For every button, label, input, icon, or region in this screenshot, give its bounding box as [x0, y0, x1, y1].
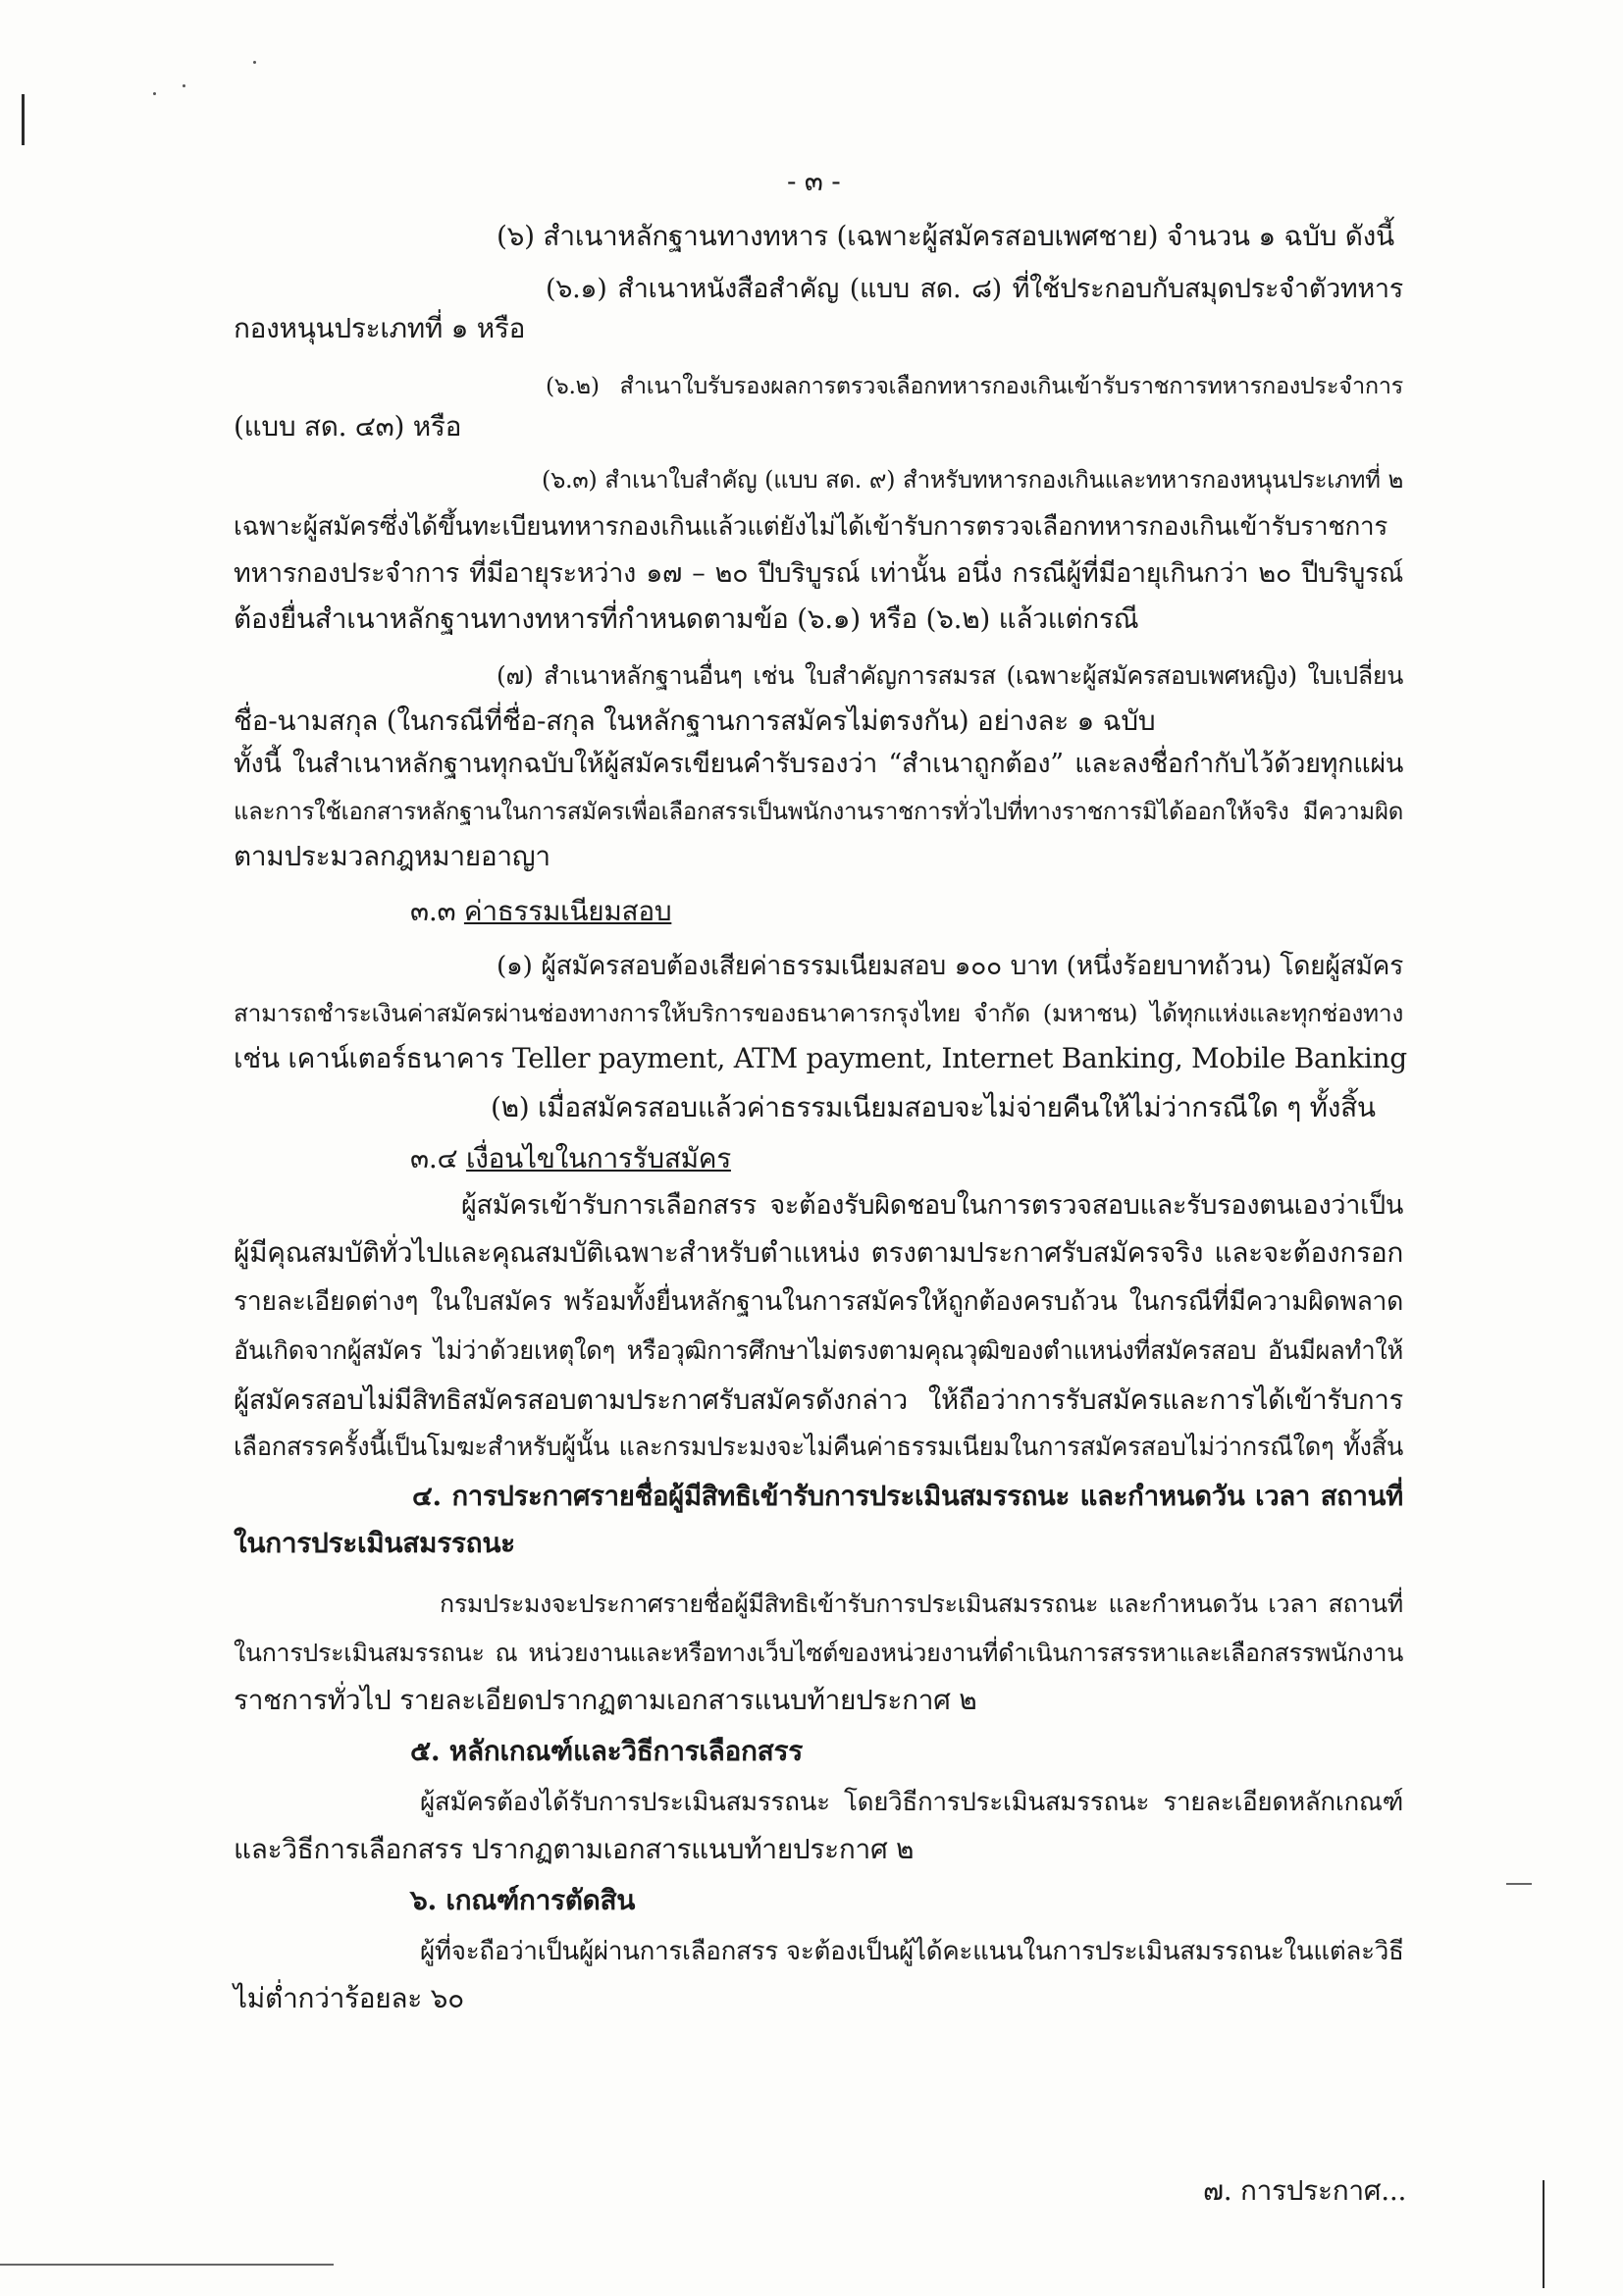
conditions-line-3: รายละเอียดต่างๆ ในใบสมัคร พร้อมทั้งยื่นหลักฐานในการสมัครให้ถูกต้องครบถ้วน ในกรณีที่มีความผิดพลาด: [234, 1286, 1403, 1317]
section-3-4-heading: [410, 1142, 731, 1175]
fee-p1-line-1: (๑) ผู้สมัครสอบต้องเสียค่าธรรมเนียมสอบ ๑๐๐ บาท (หนึ่งร้อยบาทถ้วน) โดยผู้สมัคร: [497, 951, 1403, 981]
scan-mark-bottom: [0, 2264, 334, 2266]
section-3-3-number: ๓.๓: [410, 895, 456, 927]
note-line-1: ทั้งนี้ ในสำเนาหลักฐานทุกฉบับให้ผู้สมัครเขียนคำรับรองว่า “สำเนาถูกต้อง” และลงชื่อกำกับไว้ด้วยทุกแผ่น: [234, 749, 1403, 779]
scan-dot: [183, 84, 185, 87]
item-6-1-line-2: กองหนุนประเภทที่ ๑ หรือ: [234, 312, 526, 344]
section-3-3-heading: [410, 895, 671, 928]
page-number: - ๓ -: [787, 165, 841, 197]
section-4-line-3: ราชการทั่วไป รายละเอียดปรากฏตามเอกสารแนบท้ายประกาศ ๒: [234, 1684, 977, 1716]
section-4-line-2: ในการประเมินสมรรถนะ ณ หน่วยงานและหรือทางเว็บไซต์ของหน่วยงานที่ดำเนินการสรรหาและเลือกสรรพนักงาน: [234, 1639, 1403, 1667]
note-line-3: ตามประมวลกฎหมายอาญา: [234, 840, 550, 872]
fee-p1-line-2: สามารถชำระเงินค่าสมัครผ่านช่องทางการให้บริการของธนาคารกรุงไทย จำกัด (มหาชน) ได้ทุกแห่งและทุกช่องทาง: [234, 999, 1403, 1027]
section-6-line-1: ผู้ที่จะถือว่าเป็นผู้ผ่านการเลือกสรร จะต้องเป็นผู้ได้คะแนนในการประเมินสมรรถนะในแต่ละวิธี: [420, 1937, 1404, 1966]
item-6-2-line-1: (๖.๒) สำเนาใบรับรองผลการตรวจเลือกทหารกองเกินเข้ารับราชการทหารกองประจำการ: [546, 372, 1403, 399]
section-3-4-number: ๓.๔: [410, 1142, 458, 1174]
conditions-line-1: ผู้สมัครเข้ารับการเลือกสรร จะต้องรับผิดชอบในการตรวจสอบและรับรองตนเองว่าเป็น: [461, 1190, 1403, 1221]
item-6-2-line-2: (แบบ สด. ๔๓) หรือ: [234, 410, 462, 443]
conditions-line-6: เลือกสรรครั้งนี้เป็นโมฆะสำหรับผู้นั้น และกรมประมงจะไม่คืนค่าธรรมเนียมในการสมัครสอบไม่ว่ากรณีใดๆ ทั้งสิ้น: [234, 1433, 1403, 1462]
item-6-3-line-4: ต้องยื่นสำเนาหลักฐานทางทหารที่กำหนดตามข้อ (๖.๑) หรือ (๖.๒) แล้วแต่กรณี: [234, 602, 1139, 635]
conditions-line-4: อันเกิดจากผู้สมัคร ไม่ว่าด้วยเหตุใดๆ หรือวุฒิการศึกษาไม่ตรงตามคุณวุฒิของตำแหน่งที่สมัครสอบ อันมีผลทำให้: [234, 1336, 1403, 1366]
scan-mark-left: [22, 94, 25, 145]
section-5-line-2: และวิธีการเลือกสรร ปรากฏตามเอกสารแนบท้ายประกาศ ๒: [234, 1833, 915, 1865]
section-4-heading-line-2: ในการประเมินสมรรถนะ: [234, 1527, 515, 1559]
scan-dot: [153, 92, 156, 95]
item-7-line-2: ชื่อ-นามสกุล (ในกรณีที่ชื่อ-สกุล ในหลักฐานการสมัครไม่ตรงกัน) อย่างละ ๑ ฉบับ: [234, 704, 1156, 737]
section-4-line-1: กรมประมงจะประกาศรายชื่อผู้มีสิทธิเข้ารับการประเมินสมรรถนะ และกำหนดวัน เวลา สถานที่: [440, 1590, 1403, 1618]
item-7-line-1: (๗) สำเนาหลักฐานอื่นๆ เช่น ใบสำคัญการสมรส (เฉพาะผู้สมัครสอบเพศหญิง) ใบเปลี่ยน: [497, 661, 1403, 690]
item-6-3-line-1: (๖.๓) สำเนาใบสำคัญ (แบบ สด. ๙) สำหรับทหารกองเกินและทหารกองหนุนประเภทที่ ๒: [542, 466, 1403, 494]
fee-p2: (๒) เมื่อสมัครสอบแล้วค่าธรรมเนียมสอบจะไม่จ่ายคืนให้ไม่ว่ากรณีใด ๆ ทั้งสิ้น: [491, 1091, 1376, 1123]
scan-mark-right: [1543, 2180, 1544, 2288]
item-6-title: (๖) สำเนาหลักฐานทางทหาร (เฉพาะผู้สมัครสอบเพศชาย) จำนวน ๑ ฉบับ ดังนี้: [497, 220, 1394, 252]
section-4-heading-line-1: ๔. การประกาศรายชื่อผู้มีสิทธิเข้ารับการประเมินสมรรถนะ และกำหนดวัน เวลา สถานที่: [412, 1481, 1403, 1512]
fee-p1-line-3: เช่น เคาน์เตอร์ธนาคาร Teller payment, ATM payment, Internet Banking, Mobile Banking: [234, 1042, 1407, 1074]
item-6-3-line-2: เฉพาะผู้สมัครซึ่งได้ขึ้นทะเบียนทหารกองเกินแล้วแต่ยังไม่ได้เข้ารับการตรวจเลือกทหารกองเกินเข้ารับราชการ: [234, 512, 1388, 542]
section-3-4-title: เงื่อนไขในการรับสมัคร: [465, 1142, 731, 1174]
scan-dot: [253, 61, 256, 64]
section-5-heading: ๕. หลักเกณฑ์และวิธีการเลือกสรร: [410, 1735, 803, 1767]
conditions-line-2: ผู้มีคุณสมบัติทั่วไปและคุณสมบัติเฉพาะสำหรับตำแหน่ง ตรงตามประกาศรับสมัครจริง และจะต้องกรอก: [234, 1236, 1403, 1269]
section-3-3-title: ค่าธรรมเนียมสอบ: [463, 895, 672, 927]
item-6-3-line-3: ทหารกองประจำการ ที่มีอายุระหว่าง ๑๗ – ๒๐ ปีบริบูรณ์ เท่านั้น อนึ่ง กรณีผู้ที่มีอายุเกินกว่า ๒๐ ปีบริบูรณ์: [234, 558, 1403, 589]
scan-mark-right-small: [1506, 1883, 1532, 1885]
section-5-line-1: ผู้สมัครต้องได้รับการประเมินสมรรถนะ โดยวิธีการประเมินสมรรถนะ รายละเอียดหลักเกณฑ์: [420, 1788, 1403, 1817]
section-6-heading: ๖. เกณฑ์การตัดสิน: [410, 1884, 636, 1916]
section-6-line-2: ไม่ต่ำกว่าร้อยละ ๖๐: [234, 1982, 464, 2014]
conditions-line-5: ผู้สมัครสอบไม่มีสิทธิสมัครสอบตามประกาศรับสมัครดังกล่าว ให้ถือว่าการรับสมัครและการได้เข้ารับการ: [234, 1384, 1403, 1416]
item-6-1-line-1: (๖.๑) สำเนาหนังสือสำคัญ (แบบ สด. ๘) ที่ใช้ประกอบกับสมุดประจำตัวทหาร: [546, 274, 1403, 304]
note-line-2: และการใช้เอกสารหลักฐานในการสมัครเพื่อเลือกสรรเป็นพนักงานราชการทั่วไปที่ทางราชการมิได้ออกให้จริง มีความผิด: [234, 798, 1403, 825]
continued-next-page: ๗. การประกาศ...: [1203, 2174, 1407, 2207]
